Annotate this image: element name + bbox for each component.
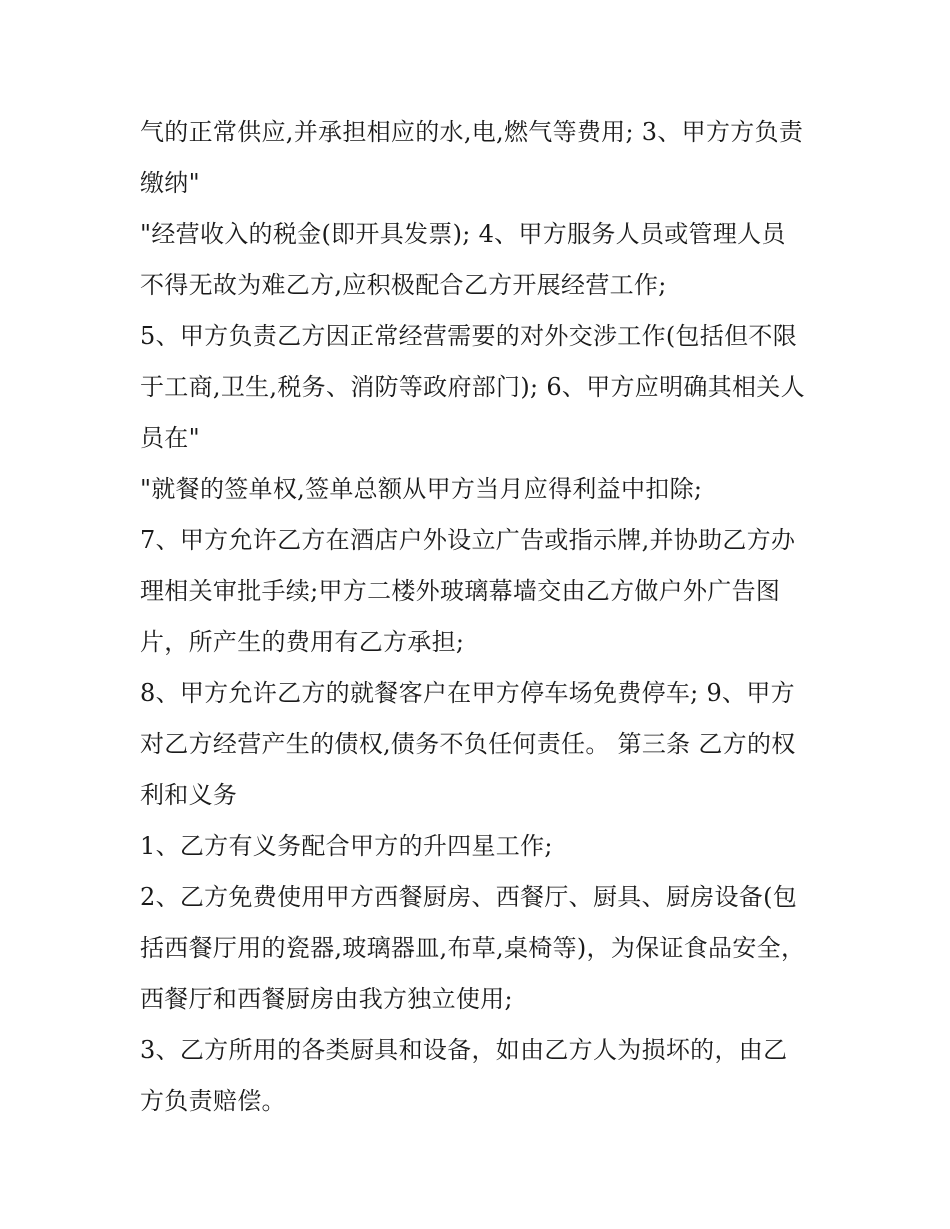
text-line: 西餐厅和西餐厨房由我方独立使用; [140, 985, 513, 1013]
text-line: 1、乙方有义务配合甲方的升四星工作; [140, 832, 553, 860]
text-line: 利和义务 [140, 781, 238, 809]
text-line: 员在" [140, 424, 200, 452]
text-line: 片，所产生的费用有乙方承担; [140, 628, 465, 656]
text-line: 气的正常供应,并承担相应的水,电,燃气等费用; 3、甲方方负责 [140, 118, 804, 146]
text-line: 3、乙方所用的各类厨具和设备，如由乙方人为损坏的，由乙 [140, 1036, 788, 1064]
text-line: 于工商,卫生,税务、消防等政府部门); 6、甲方应明确其相关人 [140, 373, 805, 401]
text-line: "经营收入的税金(即开具发票); 4、甲方服务人员或管理人员 [140, 220, 786, 248]
text-line: 2、乙方免费使用甲方西餐厨房、西餐厅、厨具、厨房设备(包 [140, 883, 798, 911]
text-line: 对乙方经营产生的债权,债务不负任何责任。 第三条 乙方的权 [140, 730, 796, 758]
text-line: 不得无故为难乙方,应积极配合乙方开展经营工作; [140, 271, 667, 299]
text-line: "就餐的签单权,签单总额从甲方当月应得利益中扣除; [140, 475, 703, 503]
text-line: 7、甲方允许乙方在酒店户外设立广告或指示牌,并协助乙方办 [140, 526, 796, 554]
text-line: 缴纳" [140, 169, 200, 197]
text-line: 括西餐厅用的瓷器,玻璃器皿,布草,桌椅等)，为保证食品安全， [140, 934, 806, 962]
text-line: 方负责赔偿。 [140, 1087, 286, 1115]
text-line: 8、甲方允许乙方的就餐客户在甲方停车场免费停车; 9、甲方 [140, 679, 795, 707]
document-body [140, 107, 820, 1127]
text-line: 理相关审批手续;甲方二楼外玻璃幕墙交由乙方做户外广告图 [140, 577, 781, 605]
text-line: 5、甲方负责乙方因正常经营需要的对外交涉工作(包括但不限 [140, 322, 798, 350]
